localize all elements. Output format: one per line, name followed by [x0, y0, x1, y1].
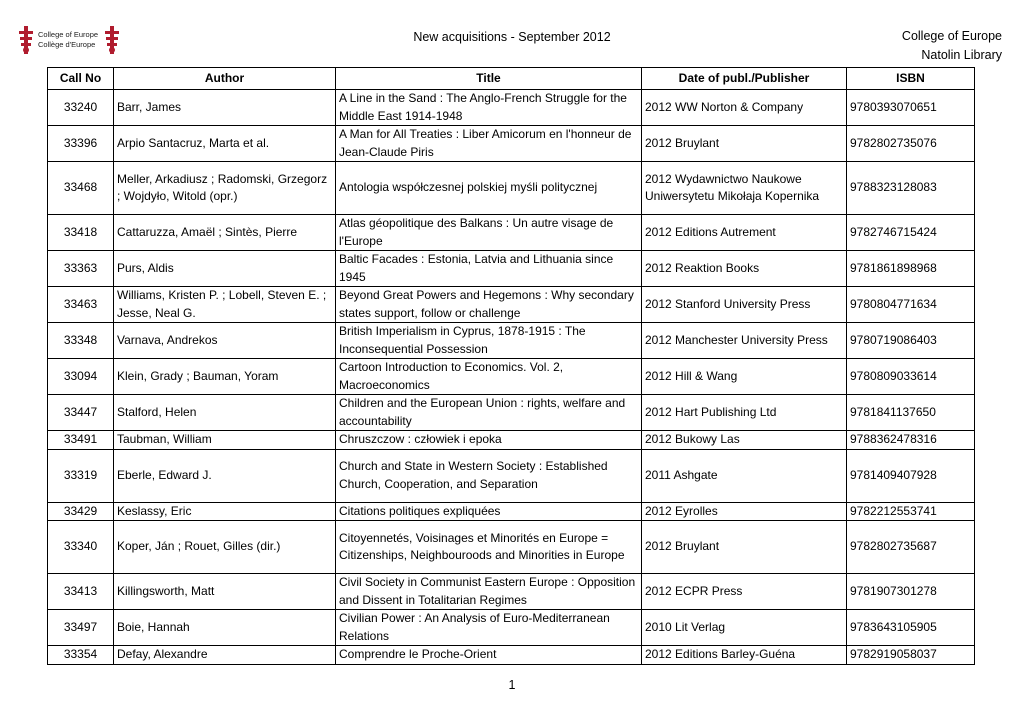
publisher-cell: 2012 Reaktion Books [642, 251, 847, 287]
title-cell: Church and State in Western Society : Established Church, Cooperation, and Separation [336, 449, 642, 502]
title-cell: Citations politiques expliquées [336, 502, 642, 521]
title-cell: Antologia współczesnej polskiej myśli politycznej [336, 162, 642, 215]
call-no-cell: 33468 [48, 162, 114, 215]
author-cell: Barr, James [114, 90, 336, 126]
title-cell: Atlas géopolitique des Balkans : Un autre visage de l'Europe [336, 215, 642, 251]
column-header-isbn: ISBN [847, 68, 975, 90]
table-row [48, 574, 975, 610]
call-no-cell: 33447 [48, 395, 114, 431]
table-row [48, 502, 975, 521]
logo-line-1: College of Europe [38, 30, 99, 39]
publisher-cell: 2011 Ashgate [642, 449, 847, 502]
publisher-cell: 2012 Eyrolles [642, 502, 847, 521]
isbn-cell: 9781841137650 [847, 395, 975, 431]
call-no-cell: 33396 [48, 126, 114, 162]
acquisitions-table [47, 67, 975, 665]
author-cell: Arpio Santacruz, Marta et al. [114, 126, 336, 162]
call-no-cell: 33340 [48, 521, 114, 574]
title-cell: Comprendre le Proche-Orient [336, 646, 642, 665]
title-cell: British Imperialism in Cyprus, 1878-1915 : The Inconsequential Possession [336, 323, 642, 359]
publisher-cell: 2012 Editions Barley-Guéna [642, 646, 847, 665]
logo-line-2: Collège d'Europe [38, 40, 96, 49]
title-cell: Cartoon Introduction to Economics. Vol. 2, Macroeconomics [336, 359, 642, 395]
publisher-cell: 2012 WW Norton & Company [642, 90, 847, 126]
publisher-cell: 2012 Manchester University Press [642, 323, 847, 359]
publisher-cell: 2010 Lit Verlag [642, 610, 847, 646]
column-header-author: Author [114, 68, 336, 90]
title-cell: Citoyennetés, Voisinages et Minorités en Europe = Citizenships, Neighbouroods and Minorities in Europe [336, 521, 642, 574]
title-cell: A Man for All Treaties : Liber Amicorum en l'honneur de Jean-Claude Piris [336, 126, 642, 162]
isbn-cell: 9780393070651 [847, 90, 975, 126]
column-header-publisher: Date of publ./Publisher [642, 68, 847, 90]
call-no-cell: 33319 [48, 449, 114, 502]
table-row [48, 215, 975, 251]
author-cell: Koper, Ján ; Rouet, Gilles (dir.) [114, 521, 336, 574]
table-row [48, 646, 975, 665]
table-row [48, 610, 975, 646]
title-cell: A Line in the Sand : The Anglo-French Struggle for the Middle East 1914-1948 [336, 90, 642, 126]
document-title: New acquisitions - September 2012 [413, 30, 611, 44]
table-row [48, 449, 975, 502]
title-cell: Civilian Power : An Analysis of Euro-Mediterranean Relations [336, 610, 642, 646]
author-cell: Williams, Kristen P. ; Lobell, Steven E. ; Jesse, Neal G. [114, 287, 336, 323]
isbn-cell: 9782212553741 [847, 502, 975, 521]
author-cell: Cattaruzza, Amaël ; Sintès, Pierre [114, 215, 336, 251]
title-cell: Children and the European Union : rights, welfare and accountability [336, 395, 642, 431]
table-row [48, 126, 975, 162]
table-row [48, 323, 975, 359]
table-row [48, 395, 975, 431]
institution-line-2: Natolin Library [921, 48, 1002, 62]
call-no-cell: 33491 [48, 431, 114, 450]
isbn-cell: 9781861898968 [847, 251, 975, 287]
author-cell: Defay, Alexandre [114, 646, 336, 665]
publisher-cell: 2012 Wydawnictwo Naukowe Uniwersytetu Mikołaja Kopernika [642, 162, 847, 215]
isbn-cell: 9781907301278 [847, 574, 975, 610]
call-no-cell: 33413 [48, 574, 114, 610]
isbn-cell: 9782746715424 [847, 215, 975, 251]
publisher-cell: 2012 Hill & Wang [642, 359, 847, 395]
isbn-cell: 9780719086403 [847, 323, 975, 359]
table-row [48, 287, 975, 323]
title-cell: Chruszczow : człowiek i epoka [336, 431, 642, 450]
call-no-cell: 33348 [48, 323, 114, 359]
author-cell: Klein, Grady ; Bauman, Yoram [114, 359, 336, 395]
author-cell: Meller, Arkadiusz ; Radomski, Grzegorz ; Wojdyło, Witold (opr.) [114, 162, 336, 215]
publisher-cell: 2012 Bruylant [642, 126, 847, 162]
call-no-cell: 33240 [48, 90, 114, 126]
call-no-cell: 33463 [48, 287, 114, 323]
call-no-cell: 33363 [48, 251, 114, 287]
table-row [48, 162, 975, 215]
table-header-row [48, 68, 975, 90]
author-cell: Stalford, Helen [114, 395, 336, 431]
table-row [48, 521, 975, 574]
isbn-cell: 9788323128083 [847, 162, 975, 215]
call-no-cell: 33418 [48, 215, 114, 251]
isbn-cell: 9782919058037 [847, 646, 975, 665]
call-no-cell: 33429 [48, 502, 114, 521]
call-no-cell: 33497 [48, 610, 114, 646]
isbn-cell: 9780804771634 [847, 287, 975, 323]
call-no-cell: 33094 [48, 359, 114, 395]
publisher-cell: 2012 Bruylant [642, 521, 847, 574]
title-cell: Civil Society in Communist Eastern Europe : Opposition and Dissent in Totalitarian Regimes [336, 574, 642, 610]
publisher-cell: 2012 Stanford University Press [642, 287, 847, 323]
isbn-cell: 9783643105905 [847, 610, 975, 646]
table-row [48, 251, 975, 287]
author-cell: Taubman, William [114, 431, 336, 450]
page-number: 1 [508, 678, 516, 692]
isbn-cell: 9780809033614 [847, 359, 975, 395]
table-row [48, 431, 975, 450]
publisher-cell: 2012 Bukowy Las [642, 431, 847, 450]
author-cell: Boie, Hannah [114, 610, 336, 646]
publisher-cell: 2012 Hart Publishing Ltd [642, 395, 847, 431]
title-cell: Baltic Facades : Estonia, Latvia and Lithuania since 1945 [336, 251, 642, 287]
isbn-cell: 9781409407928 [847, 449, 975, 502]
table-row [48, 359, 975, 395]
author-cell: Purs, Aldis [114, 251, 336, 287]
column-header-title: Title [336, 68, 642, 90]
author-cell: Killingsworth, Matt [114, 574, 336, 610]
institution-line-1: College of Europe [901, 29, 1002, 43]
publisher-cell: 2012 ECPR Press [642, 574, 847, 610]
table-row [48, 90, 975, 126]
author-cell: Eberle, Edward J. [114, 449, 336, 502]
isbn-cell: 9788362478316 [847, 431, 975, 450]
isbn-cell: 9782802735687 [847, 521, 975, 574]
author-cell: Varnava, Andrekos [114, 323, 336, 359]
title-cell: Beyond Great Powers and Hegemons : Why secondary states support, follow or challenge [336, 287, 642, 323]
column-header-call-no: Call No [48, 68, 114, 90]
institution-name [902, 27, 1002, 65]
isbn-cell: 9782802735076 [847, 126, 975, 162]
call-no-cell: 33354 [48, 646, 114, 665]
author-cell: Keslassy, Eric [114, 502, 336, 521]
publisher-cell: 2012 Editions Autrement [642, 215, 847, 251]
